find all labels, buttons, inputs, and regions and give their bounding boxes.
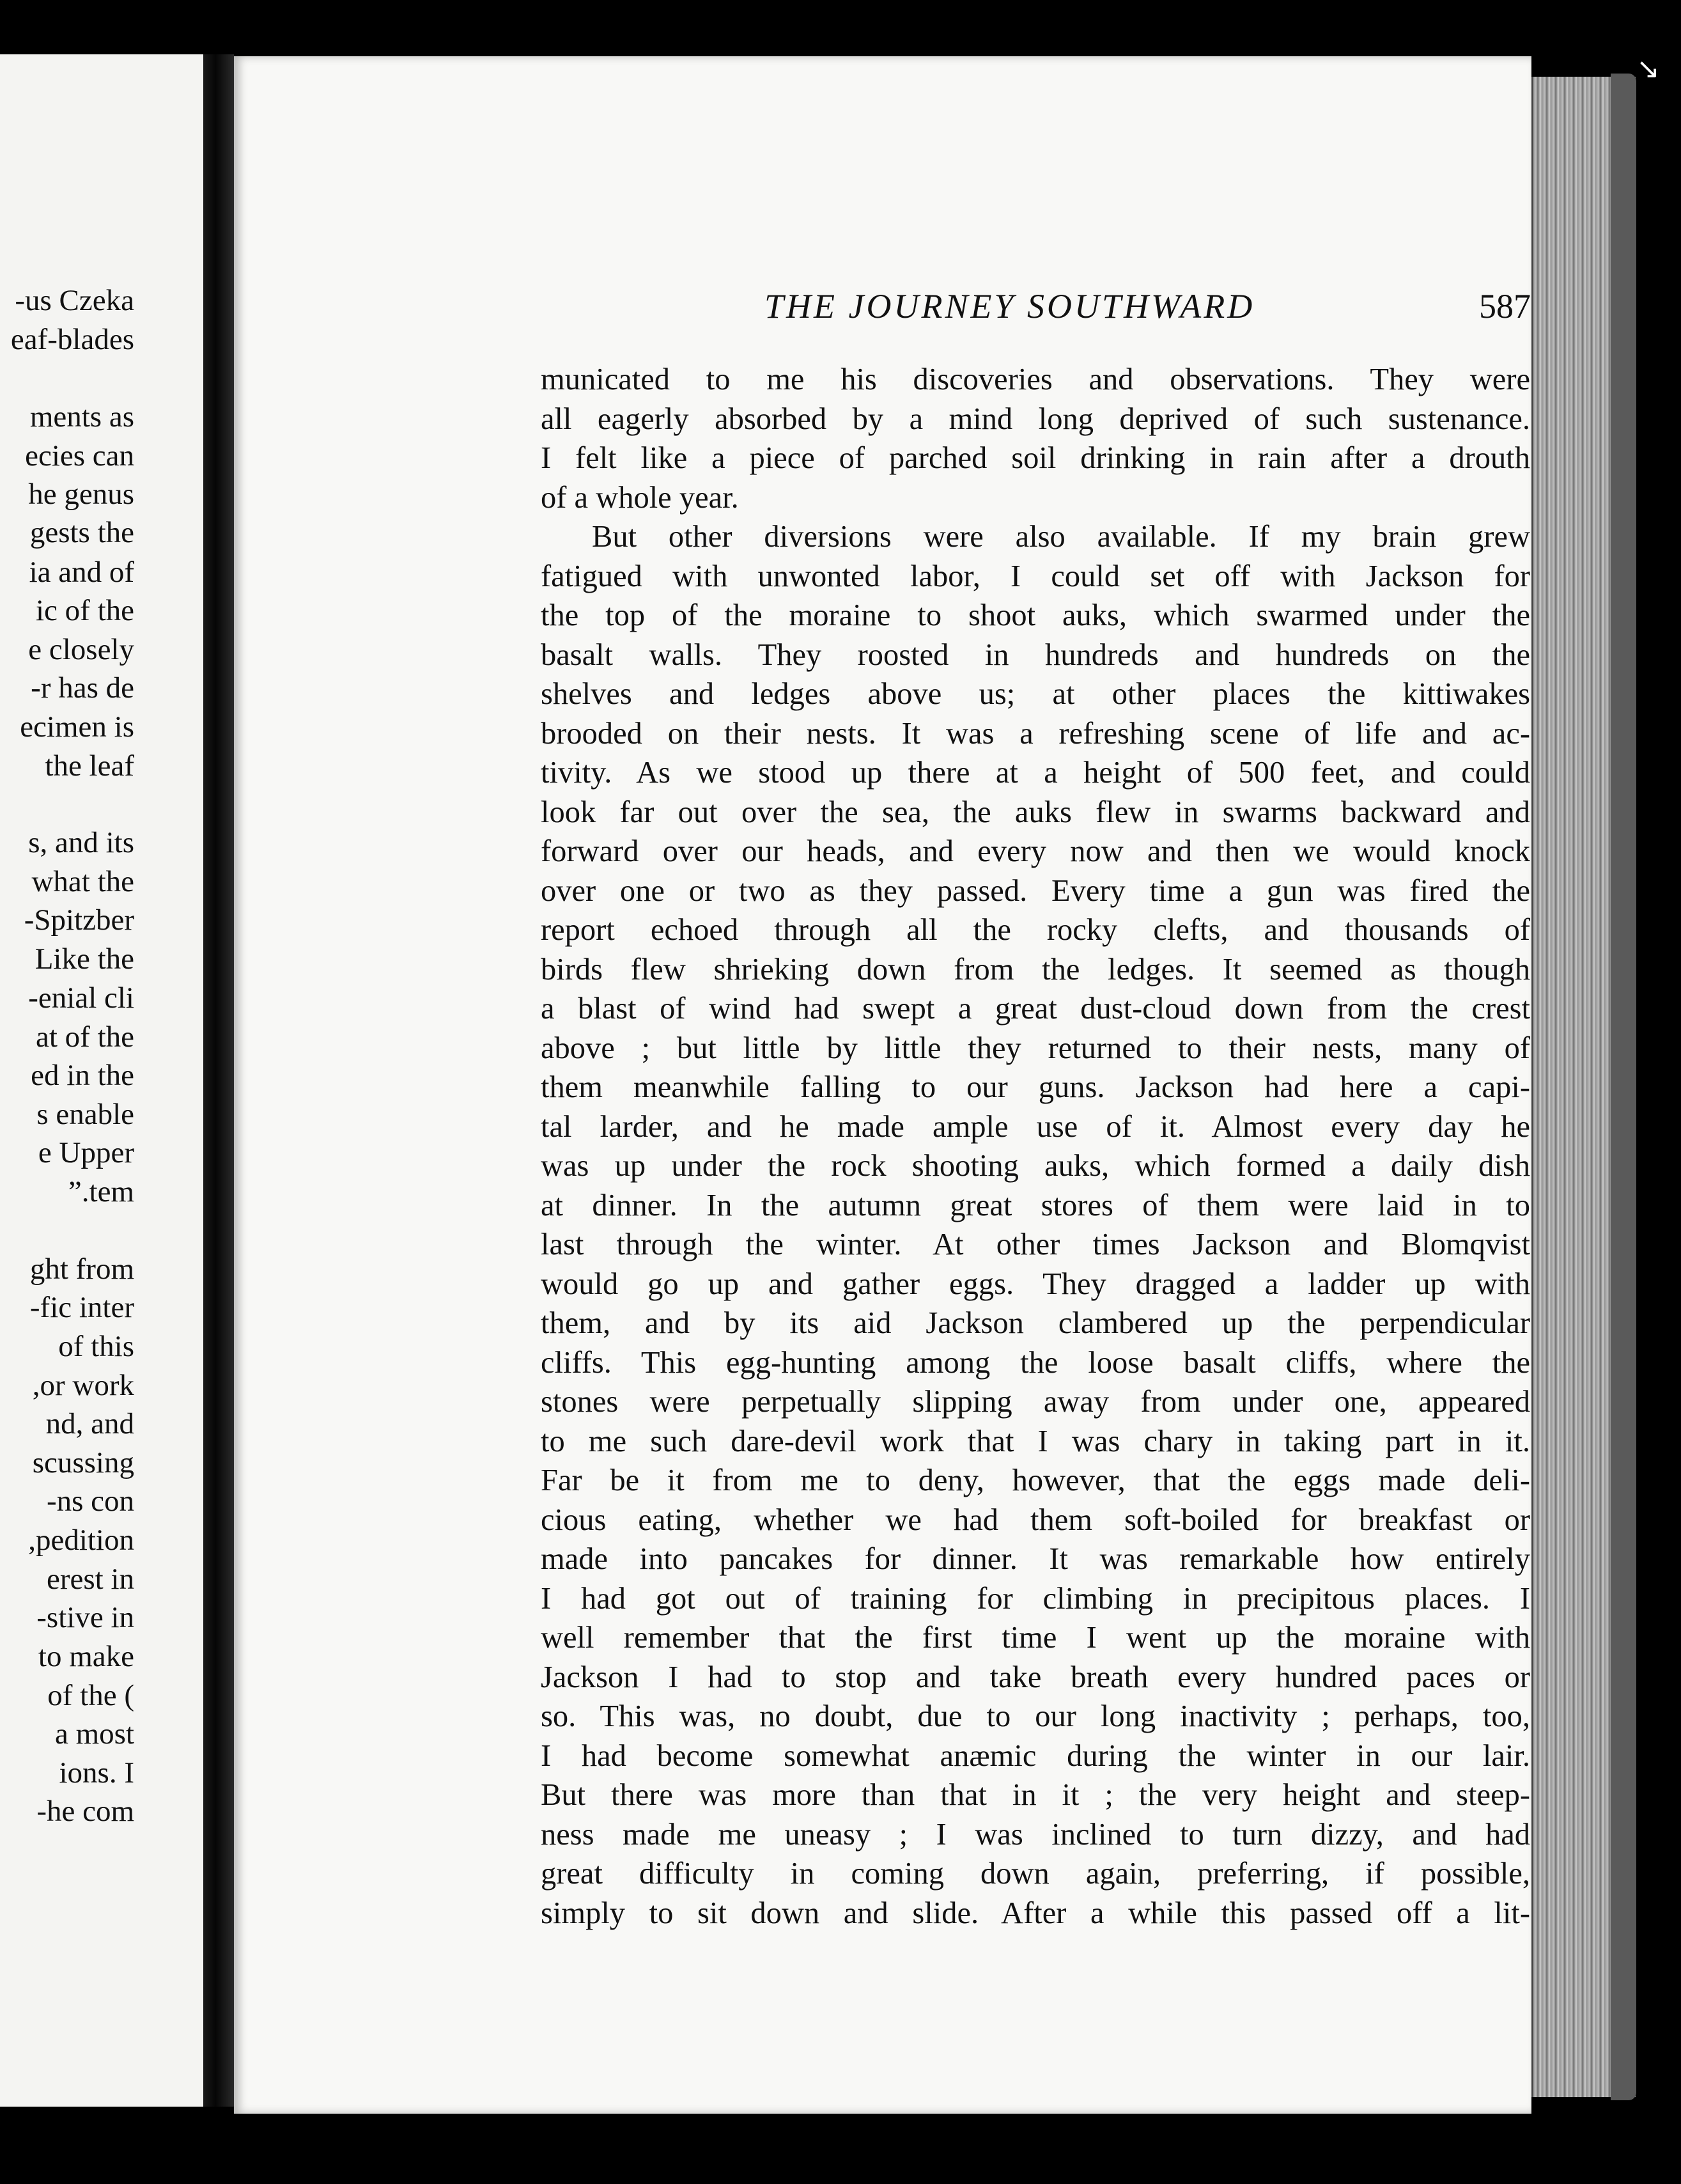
text-line: fatigued with unwonted labor, I could set off with Jackson for <box>541 559 1530 593</box>
left-page-fragment: us Czeka- <box>15 284 134 317</box>
text-line: shelves and ledges above us; at other places the kittiwakes <box>541 677 1530 711</box>
text-line: I had become somewhat anæmic during the winter in our lair. <box>541 1738 1530 1773</box>
left-page-fragment: Like the <box>35 942 134 976</box>
text-line: last through the winter. At other times Jackson and Blomqvist <box>541 1228 1530 1261</box>
left-page-fragment: to make <box>38 1640 134 1673</box>
text-line: cious eating, whether we had them soft-boiled for breakfast or <box>541 1502 1530 1537</box>
text-line: tivity. As we stood up there at a height of 500 feet, and could <box>541 756 1530 790</box>
text-line: them, and by its aid Jackson clambered up the perpendicular <box>541 1306 1530 1340</box>
text-line: But other diversions were also available. If my brain grew <box>592 520 1530 554</box>
text-line: them meanwhile falling to our guns. Jackson had here a capi- <box>541 1070 1530 1104</box>
text-line: report echoed through all the rocky clefts, and thousands of <box>541 913 1530 947</box>
left-page-fragment: gests the <box>29 516 134 549</box>
text-line: was up under the rock shooting auks, which formed a daily dish <box>541 1149 1530 1183</box>
left-page-fragment: nd, and <box>45 1407 134 1440</box>
left-page-fragment: ght from <box>29 1252 134 1286</box>
text-line: great difficulty in coming down again, preferring, if possible, <box>541 1857 1530 1891</box>
left-page-fragment: enial cli- <box>28 981 134 1015</box>
text-line: But there was more than that in it ; the very height and steep- <box>541 1778 1530 1812</box>
body-text <box>541 360 1530 1933</box>
text-line: look far out over the sea, the auks flew in swarms backward and <box>541 795 1530 829</box>
text-line: over one or two as they passed. Every time a gun was fired the <box>541 873 1530 908</box>
text-line: tal larder, and he made ample use of it. Almost every day he <box>541 1109 1530 1144</box>
left-page-fragment: s, and its <box>28 826 134 859</box>
left-page-fragment: Spitzber- <box>24 903 134 937</box>
left-page-fragment: at of the <box>36 1020 134 1054</box>
corner-arrow-icon: ↘ <box>1636 52 1660 85</box>
right-page <box>234 56 1531 2114</box>
page-edges-cap <box>1611 74 1636 2100</box>
left-page-fragment: tem.” <box>68 1175 134 1208</box>
left-page-fragment: pedition, <box>28 1524 134 1557</box>
page-number: 587 <box>1479 287 1531 325</box>
left-page-fragment: stive in- <box>36 1601 134 1634</box>
text-line: above ; but little by little they returned to their nests, many of <box>541 1031 1530 1065</box>
text-line: Far be it from me to deny, however, that the eggs made deli- <box>541 1463 1530 1497</box>
left-page-fragment: the leaf <box>45 749 134 783</box>
text-line: all eagerly absorbed by a mind long deprived of such sustenance. <box>541 402 1530 436</box>
text-line: so. This was, no doubt, due to our long inactivity ; perhaps, too, <box>541 1699 1530 1733</box>
left-page-fragment: ed in the <box>31 1059 134 1092</box>
left-page-fragment: ecies can <box>25 439 134 472</box>
text-line: simply to sit down and slide. After a while this passed off a lit- <box>541 1896 1530 1930</box>
text-line: made into pancakes for dinner. It was remarkable how entirely <box>541 1542 1530 1576</box>
text-line: brooded on their nests. It was a refreshing scene of life and ac- <box>541 716 1530 751</box>
text-line: I felt like a piece of parched soil drinking in rain after a drouth <box>541 441 1530 475</box>
text-line: municated to me his discoveries and observations. They were <box>541 363 1530 396</box>
text-line: of a whole year. <box>541 480 739 515</box>
text-line: a blast of wind had swept a great dust-cloud down from the crest <box>541 992 1530 1026</box>
left-page-fragment: ments as <box>29 400 134 433</box>
left-page-fragment: ecimen is <box>20 710 134 744</box>
text-line: I had got out of training for climbing in precipitous places. I <box>541 1581 1530 1616</box>
text-line: ness made me uneasy ; I was inclined to turn dizzy, and had <box>541 1817 1530 1852</box>
left-page-fragment: e closely <box>28 633 134 666</box>
text-line: Jackson I had to stop and take breath every hundred paces or <box>541 1660 1530 1694</box>
left-page-fragment: s enable <box>36 1098 134 1131</box>
left-page-fragment: ic of the <box>36 594 134 627</box>
running-head: THE JOURNEY SOUTHWARD <box>764 287 1255 325</box>
left-page-fragment: erest in <box>46 1563 134 1596</box>
text-line: forward over our heads, and every now and then we would knock <box>541 834 1530 868</box>
left-page-fragment: e Upper <box>38 1136 134 1169</box>
text-line: to me such dare-devil work that I was chary in taking part in it. <box>541 1424 1530 1458</box>
left-page-fragment: ns con- <box>46 1485 134 1518</box>
left-page-fragment: ia and of <box>29 556 134 589</box>
left-page-fragment: of this <box>58 1330 134 1363</box>
text-line: at dinner. In the autumn great stores of them were laid in to <box>541 1188 1530 1222</box>
left-page-fragment: r has de- <box>31 671 134 705</box>
left-page-fragment: what the <box>31 865 134 898</box>
left-page-fragment: ions. I <box>59 1756 134 1790</box>
left-page-fragment: he com- <box>36 1795 134 1828</box>
book-gutter <box>203 54 234 2107</box>
left-page-fragment: fic inter- <box>29 1291 134 1324</box>
text-line: birds flew shrieking down from the ledges. It seemed as though <box>541 952 1530 987</box>
left-page-fragment: eaf-blades <box>10 323 134 356</box>
left-page-fragment: a most <box>54 1717 134 1751</box>
left-page-fragment: ) of the <box>47 1679 134 1712</box>
text-line: cliffs. This egg-hunting among the loose basalt cliffs, where the <box>541 1345 1530 1380</box>
left-page-fragment: or work, <box>32 1369 134 1402</box>
text-line: basalt walls. They roosted in hundreds and hundreds on the <box>541 637 1530 672</box>
text-line: well remember that the first time I went up the moraine with <box>541 1621 1530 1655</box>
text-line: would go up and gather eggs. They dragged a ladder up with <box>541 1267 1530 1301</box>
text-line: stones were perpetually slipping away from under one, appeared <box>541 1385 1530 1419</box>
left-page-fragment: scussing <box>32 1446 134 1479</box>
left-page-fragment: he genus <box>28 478 134 511</box>
left-page <box>0 54 207 2107</box>
text-line: the top of the moraine to shoot auks, which swarmed under the <box>541 598 1530 632</box>
